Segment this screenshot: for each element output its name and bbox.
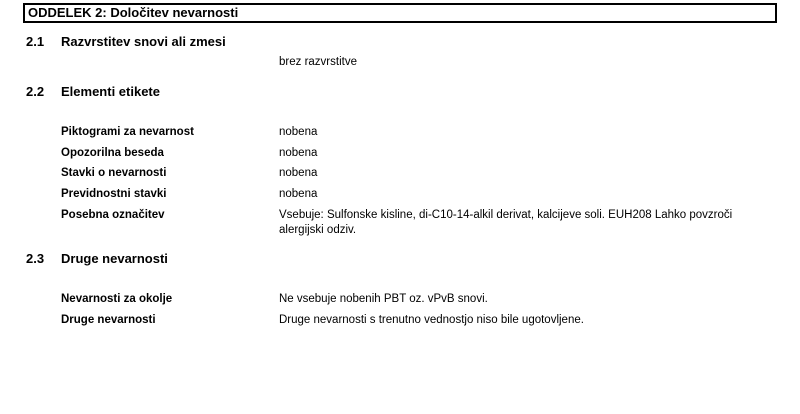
row-value-hazard-statements: nobena <box>279 167 318 179</box>
subsection-2-2-heading <box>26 84 160 100</box>
subsection-number: 2.2 <box>26 84 45 99</box>
row-label-other-hazards: Druge nevarnosti <box>61 314 156 326</box>
subsection-number: 2.3 <box>26 251 45 266</box>
subsection-title: Elementi etikete <box>61 84 160 99</box>
row-label-pictograms: Piktogrami za nevarnost <box>61 126 194 138</box>
row-label-precautionary-statements: Previdnostni stavki <box>61 188 167 200</box>
section-title: ODDELEK 2: Določitev nevarnosti <box>23 3 777 23</box>
subsection-number: 2.1 <box>26 34 45 49</box>
row-value-other-hazards: Druge nevarnosti s trenutno vednostjo niso bile ugotovljene. <box>279 314 584 326</box>
row-value-precautionary-statements: nobena <box>279 188 318 200</box>
row-label-hazard-statements: Stavki o nevarnosti <box>61 167 167 179</box>
row-value-signal-word: nobena <box>279 147 318 159</box>
subsection-title: Druge nevarnosti <box>61 251 168 266</box>
subsection-2-3-heading <box>26 251 168 267</box>
row-value-pictograms: nobena <box>279 126 318 138</box>
classification-value: brez razvrstitve <box>279 56 357 68</box>
row-value-special-labelling: Vsebuje: Sulfonske kisline, di-C10-14-alkil derivat, kalcijeve soli. EUH208 Lahko povzroči alergijski odziv. <box>279 209 733 236</box>
row-label-special-labelling: Posebna označitev <box>61 209 165 221</box>
row-value-environmental-hazards: Ne vsebuje nobenih PBT oz. vPvB snovi. <box>279 293 488 305</box>
row-label-signal-word: Opozorilna beseda <box>61 147 164 159</box>
row-label-environmental-hazards: Nevarnosti za okolje <box>61 293 173 305</box>
subsection-title: Razvrstitev snovi ali zmesi <box>61 34 226 49</box>
subsection-2-1-heading <box>26 34 226 50</box>
